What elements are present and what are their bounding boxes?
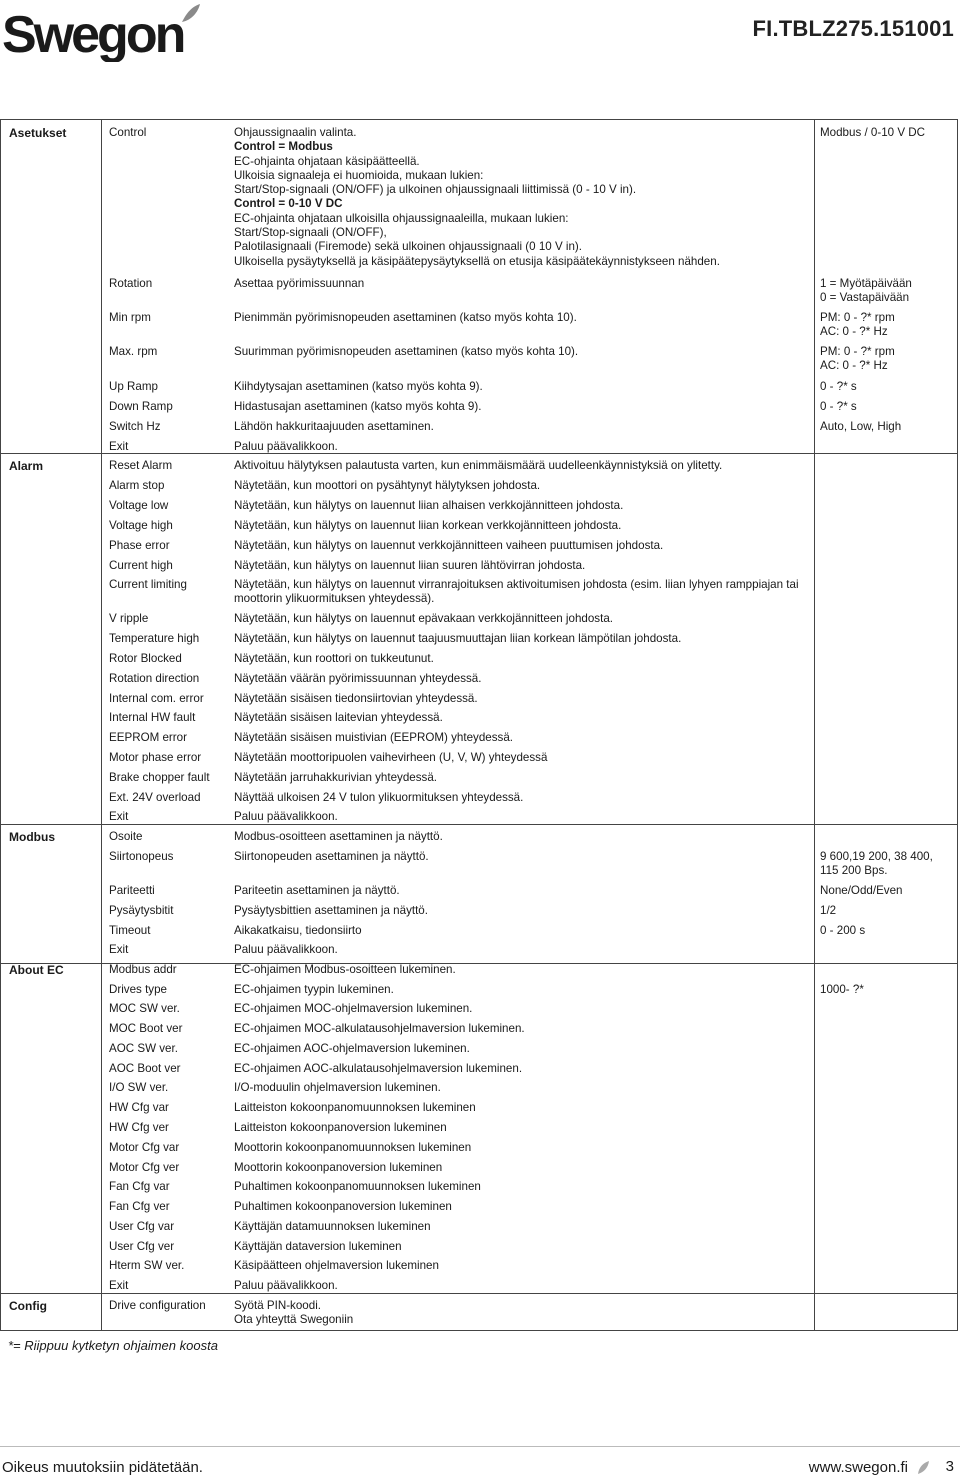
parameter-name: AOC SW ver. [109, 1042, 178, 1055]
parameter-name: Current high [109, 559, 173, 572]
swegon-logo [2, 2, 207, 62]
parameter-name: Max. rpm [109, 345, 158, 358]
parameter-name: Rotor Blocked [109, 652, 182, 665]
parameter-name: Rotation [109, 277, 153, 290]
parameter-description: EC-ohjaimen AOC-ohjelmaversion lukeminen. [234, 1042, 470, 1055]
parameter-name: Current limiting [109, 578, 187, 591]
page-number: 3 [945, 1458, 954, 1475]
parameter-description: Käyttäjän datamuunnoksen lukeminen [234, 1220, 431, 1233]
column-divider [814, 1293, 815, 1330]
section-label: Alarm [9, 459, 44, 473]
parameter-name: User Cfg var [109, 1220, 175, 1233]
parameter-name: Alarm stop [109, 479, 165, 492]
parameter-description: Suurimman pyörimisnopeuden asettaminen (katso myös kohta 10). [234, 345, 579, 358]
parameter-name: Rotation direction [109, 672, 200, 685]
parameter-name: AOC Boot ver [109, 1062, 181, 1075]
parameter-description: Näytetään sisäisen laitevian yhteydessä. [234, 711, 443, 724]
parameter-description: EC-ohjaimen AOC-alkulatausohjelmaversion lukeminen. [234, 1062, 523, 1075]
parameter-name: Hterm SW ver. [109, 1259, 185, 1272]
column-divider [814, 120, 815, 453]
parameter-description: Puhaltimen kokoonpanomuunnoksen lukeminen [234, 1180, 481, 1193]
parameter-description: Pienimmän pyörimisnopeuden asettaminen (katso myös kohta 10). [234, 311, 577, 324]
document-code: FI.TBLZ275.151001 [752, 16, 954, 41]
parameter-name: HW Cfg var [109, 1101, 169, 1114]
parameter-description: Lähdön hakkuritaajuuden asettaminen. [234, 420, 434, 433]
parameter-description: Näytetään väärän pyörimissuunnan yhteydessä. [234, 672, 482, 685]
parameter-description: Näytetään, kun hälytys on lauennut virranrajoituksen aktivoitumisen johdosta (esim. liian lyhyen ramppiajan tai moottorin ylikuormituksen yhteydessä). [234, 578, 799, 606]
parameter-description: Näytetään sisäisen muistivian (EEPROM) yhteydessä. [234, 731, 514, 744]
parameter-value: 1/2 [820, 904, 837, 917]
parameter-name: Voltage high [109, 519, 173, 532]
parameter-name: Ext. 24V overload [109, 791, 201, 804]
parameter-description: Moottorin kokoonpanoversion lukeminen [234, 1161, 443, 1174]
column-divider [101, 120, 102, 453]
parameter-name: Modbus addr [109, 963, 177, 976]
parameter-name: Motor Cfg var [109, 1141, 180, 1154]
column-divider [814, 963, 815, 1293]
parameter-name: HW Cfg ver [109, 1121, 169, 1134]
parameter-name: Exit [109, 810, 129, 823]
footer-divider [0, 1446, 960, 1447]
parameter-description: Ohjaussignaalin valinta. Control = Modbus EC-ohjainta ohjataan käsipäätteellä. Ulkoisia signaaleja ei huomioida, mukaan lukien: Start/Stop-signaali (ON/OFF) ja ulkoinen ohjaussignaali liittimissä (0 - 10 V in). Control = 0-10 V DC EC-ohjainta ohjataan ulkoisilla ohjaussignaaleilla, mukaan lukien: Start/Stop-signaali (ON/OFF), Palotilasignaali (Firemode) sekä ulkoinen ohjaussignaali (0 10 V in). Ulkoisella pysäytyksellä ja käsipäätepysäytyksellä on etusija käsipäätekäynnistykseen nähden. [234, 126, 720, 268]
parameter-name: MOC SW ver. [109, 1002, 180, 1015]
parameter-name: Min rpm [109, 311, 151, 324]
parameter-name: Exit [109, 943, 129, 956]
column-divider [101, 963, 102, 1293]
parameter-description: Asettaa pyörimissuunnan [234, 277, 365, 290]
parameter-description: Näytetään, kun moottori on pysähtynyt hälytyksen johdosta. [234, 479, 541, 492]
column-divider [814, 453, 815, 824]
parameter-name: V ripple [109, 612, 149, 625]
parameter-description: EC-ohjaimen MOC-ohjelmaversion lukeminen. [234, 1002, 473, 1015]
parameter-name: Down Ramp [109, 400, 173, 413]
parameter-description: EC-ohjaimen tyypin lukeminen. [234, 983, 394, 996]
leaf-icon [917, 1460, 930, 1475]
parameter-value: Auto, Low, High [820, 420, 902, 433]
parameter-description: Kiihdytysajan asettaminen (katso myös kohta 9). [234, 380, 483, 393]
parameter-value: PM: 0 - ?* rpm AC: 0 - ?* Hz [820, 345, 895, 373]
parameter-value: 1000- ?* [820, 983, 864, 996]
parameter-description: Näyttää ulkoisen 24 V tulon ylikuormituksen yhteydessä. [234, 791, 524, 804]
parameter-name: Motor Cfg ver [109, 1161, 180, 1174]
parameter-description: Näytetään, kun hälytys on lauennut verkkojännitteen vaiheen puuttumisen johdosta. [234, 539, 664, 552]
parameter-name: Internal com. error [109, 692, 204, 705]
parameter-name: Reset Alarm [109, 459, 173, 472]
parameter-description: Aktivoituu hälytyksen palautusta varten, kun enimmäismäärä uudelleenkäynnistyksiä on ylitetty. [234, 459, 723, 472]
parameter-name: I/O SW ver. [109, 1081, 169, 1094]
parameter-name: Motor phase error [109, 751, 202, 764]
parameter-description: Paluu päävalikkoon. [234, 440, 338, 453]
parameter-name: Control [109, 126, 147, 139]
leaf-icon [182, 4, 200, 22]
parameter-value: 1 = Myötäpäivään 0 = Vastapäivään [820, 277, 912, 305]
parameter-value: 0 - 200 s [820, 924, 866, 937]
parameter-description: Paluu päävalikkoon. [234, 810, 338, 823]
parameter-name: Phase error [109, 539, 170, 552]
parameter-description: Näytetään, kun hälytys on lauennut epävakaan verkkojännitteen johdosta. [234, 612, 613, 625]
parameter-value: 9 600,19 200, 38 400, 115 200 Bps. [820, 850, 933, 878]
parameter-name: Fan Cfg ver [109, 1200, 170, 1213]
column-divider [814, 824, 815, 963]
parameter-description: Moottorin kokoonpanomuunnoksen lukeminen [234, 1141, 472, 1154]
parameter-description: Näytetään, kun hälytys on lauennut taajuusmuuttajan liian korkean lämpötilan johdosta. [234, 632, 682, 645]
parameter-value: None/Odd/Even [820, 884, 903, 897]
parameter-description: Näytetään moottoripuolen vaihevirheen (U, V, W) yhteydessä [234, 751, 548, 764]
parameter-name: Temperature high [109, 632, 200, 645]
parameter-description: Paluu päävalikkoon. [234, 943, 338, 956]
parameter-description: Käyttäjän dataversion lukeminen [234, 1240, 402, 1253]
parameter-value: PM: 0 - ?* rpm AC: 0 - ?* Hz [820, 311, 895, 339]
parameter-name: Siirtonopeus [109, 850, 174, 863]
parameter-description: Aikakatkaisu, tiedonsiirto [234, 924, 362, 937]
parameter-description: Paluu päävalikkoon. [234, 1279, 338, 1292]
parameter-name: EEPROM error [109, 731, 187, 744]
section-label: Config [9, 1299, 47, 1313]
parameter-description: Syötä PIN-koodi. Ota yhteyttä Swegoniin [234, 1299, 354, 1327]
parameter-description: Siirtonopeuden asettaminen ja näyttö. [234, 850, 429, 863]
parameter-value: 0 - ?* s [820, 400, 857, 413]
parameter-description: Modbus-osoitteen asettaminen ja näyttö. [234, 830, 443, 843]
parameter-description: Laitteiston kokoonpanoversion lukeminen [234, 1121, 447, 1134]
parameter-value: 0 - ?* s [820, 380, 857, 393]
parameter-name: Brake chopper fault [109, 771, 210, 784]
settings-table [0, 119, 958, 1331]
parameter-description: Laitteiston kokoonpanomuunnoksen lukeminen [234, 1101, 476, 1114]
footer-disclaimer: Oikeus muutoksiin pidätetään. [2, 1459, 203, 1476]
parameter-description: I/O-moduulin ohjelmaversion lukeminen. [234, 1081, 441, 1094]
parameter-name: Timeout [109, 924, 151, 937]
parameter-description: Näytetään, kun hälytys on lauennut liian korkean verkkojännitteen johdosta. [234, 519, 622, 532]
parameter-description: Näytetään, kun hälytys on lauennut liian suuren lähtövirran johdosta. [234, 559, 586, 572]
parameter-description: Näytetään jarruhakkurivian yhteydessä. [234, 771, 437, 784]
column-divider [101, 824, 102, 963]
parameter-name: Osoite [109, 830, 143, 843]
parameter-name: Exit [109, 440, 129, 453]
parameter-name: Voltage low [109, 499, 169, 512]
parameter-description: Näytetään, kun hälytys on lauennut liian alhaisen verkkojännitteen johdosta. [234, 499, 624, 512]
parameter-description: Puhaltimen kokoonpanoversion lukeminen [234, 1200, 452, 1213]
parameter-description: EC-ohjaimen Modbus-osoitteen lukeminen. [234, 963, 456, 976]
svg-text:Swegon: Swegon [2, 6, 184, 62]
parameter-name: MOC Boot ver [109, 1022, 183, 1035]
parameter-description: Näytetään sisäisen tiedonsiirtovian yhteydessä. [234, 692, 478, 705]
parameter-name: Drive configuration [109, 1299, 206, 1312]
parameter-name: Exit [109, 1279, 129, 1292]
parameter-name: Fan Cfg var [109, 1180, 170, 1193]
parameter-description: Pysäytysbittien asettaminen ja näyttö. [234, 904, 428, 917]
footer-url: www.swegon.fi [808, 1459, 908, 1476]
parameter-name: Drives type [109, 983, 167, 996]
parameter-name: Up Ramp [109, 380, 158, 393]
parameter-description: Hidastusajan asettaminen (katso myös kohta 9). [234, 400, 482, 413]
parameter-name: Pariteetti [109, 884, 155, 897]
parameter-name: Pysäytysbitit [109, 904, 174, 917]
column-divider [101, 453, 102, 824]
parameter-name: User Cfg ver [109, 1240, 175, 1253]
parameter-name: Internal HW fault [109, 711, 196, 724]
parameter-description: Pariteetin asettaminen ja näyttö. [234, 884, 400, 897]
parameter-name: Switch Hz [109, 420, 161, 433]
parameter-description: Käsipäätteen ohjelmaversion lukeminen [234, 1259, 439, 1272]
footnote: *= Riippuu kytketyn ohjaimen koosta [8, 1338, 218, 1353]
parameter-description: EC-ohjaimen MOC-alkulatausohjelmaversion lukeminen. [234, 1022, 525, 1035]
section-label: Modbus [9, 830, 55, 844]
column-divider [101, 1293, 102, 1330]
section-label: About EC [9, 963, 64, 977]
section-label: Asetukset [9, 126, 67, 140]
parameter-value: Modbus / 0-10 V DC [820, 126, 926, 139]
parameter-description: Näytetään, kun roottori on tukkeutunut. [234, 652, 434, 665]
